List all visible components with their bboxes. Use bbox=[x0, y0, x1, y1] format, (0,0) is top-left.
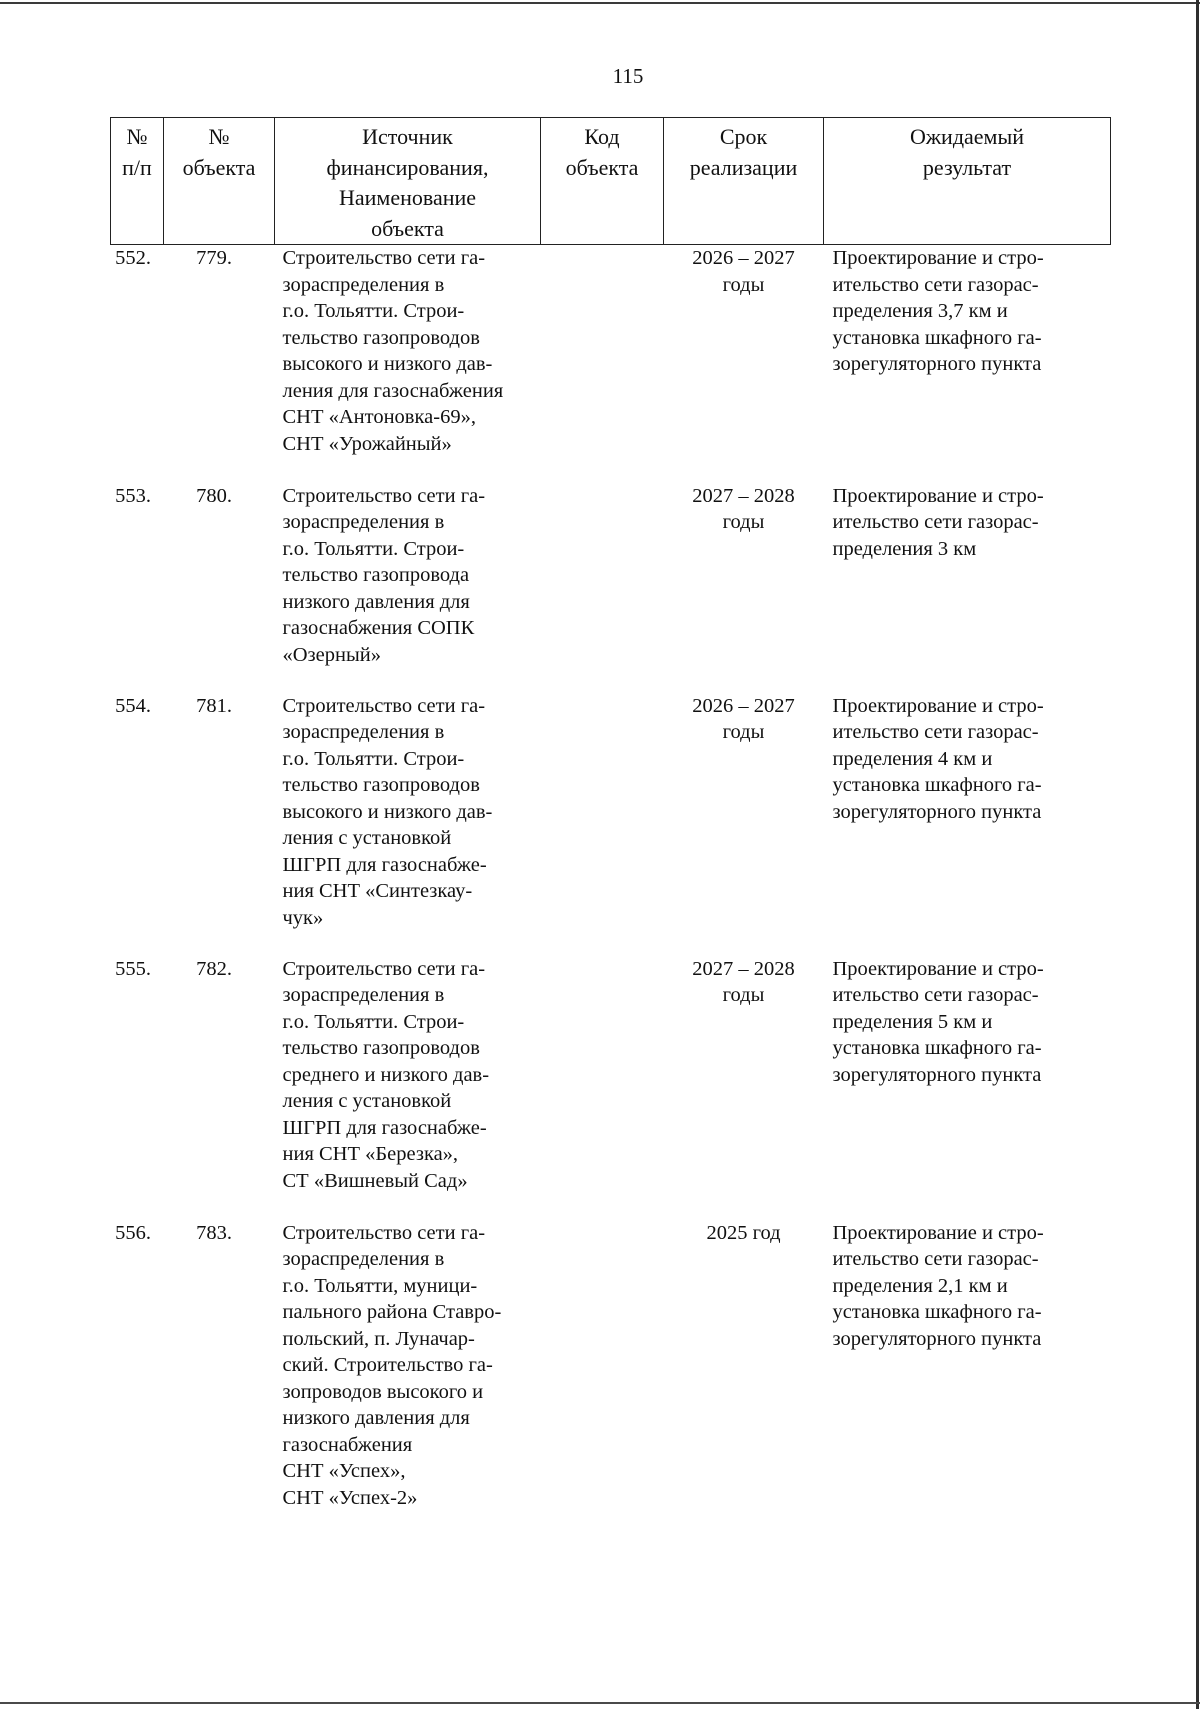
text-line: 2026 – 2027 bbox=[692, 694, 795, 717]
expected-result bbox=[824, 956, 1111, 1220]
text-line: ния СНТ «Синтезкау- bbox=[282, 880, 473, 902]
text-line: пределения 3 км bbox=[832, 537, 977, 560]
page-number: 115 bbox=[612, 64, 644, 88]
text-line: ительство сети газорас- bbox=[832, 273, 1039, 296]
text-line: ния СНТ «Березка», bbox=[282, 1143, 459, 1165]
text-line: ский. Строительство га- bbox=[282, 1354, 493, 1376]
header-period bbox=[664, 118, 824, 245]
text-line: тельство газопроводов bbox=[282, 1037, 480, 1059]
text-line: зопроводов высокого и bbox=[282, 1380, 484, 1403]
text-line: годы bbox=[722, 511, 765, 533]
header-object-code bbox=[541, 118, 664, 245]
header-num bbox=[111, 118, 164, 245]
implementation-period bbox=[664, 956, 824, 1220]
text-line: 2025 год bbox=[706, 1221, 781, 1244]
text-line: Срок bbox=[719, 124, 768, 149]
table-row bbox=[111, 245, 1111, 483]
expected-result bbox=[824, 245, 1111, 483]
object-name bbox=[275, 693, 541, 956]
object-code bbox=[541, 956, 664, 1220]
text-line: установка шкафного га- bbox=[832, 774, 1042, 796]
text-line: газоснабжения СОПК bbox=[282, 617, 475, 639]
object-number: 781. bbox=[196, 694, 232, 717]
text-line: Проектирование и стро- bbox=[832, 1221, 1044, 1244]
text-line: СНТ «Успех», bbox=[282, 1460, 406, 1482]
object-name bbox=[275, 956, 541, 1220]
text-line: среднего и низкого дав- bbox=[282, 1063, 490, 1086]
expected-result bbox=[824, 1220, 1111, 1520]
table-row bbox=[111, 956, 1111, 1220]
header-funding-source bbox=[275, 118, 541, 245]
text-line: годы bbox=[722, 984, 765, 1006]
text-line: зорегуляторного пункта bbox=[832, 1327, 1042, 1350]
implementation-period bbox=[664, 1220, 824, 1520]
object-name bbox=[275, 1220, 541, 1520]
text-line: объекта bbox=[371, 215, 444, 241]
text-line: 2027 – 2028 bbox=[692, 484, 795, 507]
text-line: тельство газопровода bbox=[282, 564, 470, 586]
text-line: объекта bbox=[182, 154, 256, 180]
scan-edge-bottom bbox=[0, 1702, 1200, 1704]
text-line: годы bbox=[722, 273, 765, 296]
text-line: Строительство сети га- bbox=[282, 1221, 486, 1244]
expected-result bbox=[824, 483, 1111, 693]
text-line: низкого давления для bbox=[282, 590, 470, 613]
text-line: установка шкафного га- bbox=[832, 1037, 1042, 1059]
text-line: пределения 5 км и bbox=[832, 1010, 993, 1033]
text-line: ления для газоснабжения bbox=[282, 379, 504, 402]
text-line: пределения 2,1 км и bbox=[832, 1274, 1008, 1297]
text-line: Наименование bbox=[338, 185, 477, 210]
header-object-number bbox=[164, 118, 275, 245]
text-line: пределения 4 км и bbox=[832, 747, 993, 770]
text-line: высокого и низкого дав- bbox=[282, 800, 493, 823]
text-line: установка шкафного га- bbox=[832, 1301, 1042, 1323]
projects-table bbox=[110, 117, 1111, 1520]
text-line: тельство газопроводов bbox=[282, 774, 480, 796]
text-line: чук» bbox=[282, 906, 324, 929]
text-line: г.о. Тольятти. Строи- bbox=[282, 537, 465, 560]
text-line: Ожидаемый bbox=[909, 124, 1025, 149]
text-line: установка шкафного га- bbox=[832, 326, 1042, 349]
text-line: СНТ «Урожайный» bbox=[282, 432, 452, 455]
text-line: п/п bbox=[122, 154, 152, 180]
text-line: пального района Ставро- bbox=[282, 1301, 502, 1323]
text-line: ШГРП для газоснабже- bbox=[282, 853, 487, 876]
table-row bbox=[111, 693, 1111, 956]
text-line: г.о. Тольятти. Строи- bbox=[282, 300, 465, 322]
object-number: 783. bbox=[196, 1221, 232, 1244]
table-header-row bbox=[111, 118, 1111, 245]
object-code bbox=[541, 245, 664, 483]
text-line: результат bbox=[922, 154, 1012, 180]
row-number: 556. bbox=[115, 1221, 151, 1244]
text-line: «Озерный» bbox=[282, 643, 381, 666]
text-line: зораспределения в bbox=[282, 1248, 445, 1270]
text-line: финансирования, bbox=[326, 154, 489, 180]
text-line: Строительство сети га- bbox=[282, 484, 486, 507]
text-line: Код bbox=[584, 124, 620, 149]
text-line: зораспределения в bbox=[282, 984, 445, 1006]
expected-result bbox=[824, 693, 1111, 956]
text-line: объекта bbox=[565, 154, 639, 180]
object-code bbox=[541, 693, 664, 956]
row-number: 554. bbox=[115, 694, 151, 717]
text-line: ительство сети газорас- bbox=[832, 511, 1039, 533]
object-code bbox=[541, 483, 664, 693]
row-number: 553. bbox=[115, 484, 151, 507]
text-line: Проектирование и стро- bbox=[832, 484, 1044, 507]
text-line: высокого и низкого дав- bbox=[282, 353, 493, 375]
text-line: Проектирование и стро- bbox=[832, 247, 1044, 269]
text-line: ительство сети газорас- bbox=[832, 721, 1039, 743]
table-row bbox=[111, 483, 1111, 693]
implementation-period bbox=[664, 245, 824, 483]
object-name bbox=[275, 483, 541, 693]
implementation-period bbox=[664, 483, 824, 693]
text-line: Строительство сети га- bbox=[282, 247, 486, 269]
table-row bbox=[111, 1220, 1111, 1520]
implementation-period bbox=[664, 693, 824, 956]
text-line: зораспределения в bbox=[282, 721, 445, 743]
object-number: 779. bbox=[196, 247, 232, 269]
text-line: Проектирование и стро- bbox=[832, 957, 1044, 980]
scan-edge-top bbox=[0, 2, 1200, 4]
text-line: тельство газопроводов bbox=[282, 326, 480, 349]
text-line: Строительство сети га- bbox=[282, 694, 486, 717]
text-line: зораспределения в bbox=[282, 273, 445, 296]
object-code bbox=[541, 1220, 664, 1520]
text-line: пределения 3,7 км и bbox=[832, 300, 1008, 322]
text-line: 2027 – 2028 bbox=[692, 957, 795, 980]
text-line: № bbox=[126, 124, 148, 149]
header-expected-result bbox=[824, 118, 1111, 245]
text-line: зорегуляторного пункта bbox=[832, 800, 1042, 823]
text-line: г.о. Тольятти. Строи- bbox=[282, 1010, 465, 1033]
row-number: 552. bbox=[115, 247, 151, 269]
text-line: Строительство сети га- bbox=[282, 957, 486, 980]
text-line: г.о. Тольятти. Строи- bbox=[282, 747, 465, 770]
row-number: 555. bbox=[115, 957, 151, 980]
text-line: зорегуляторного пункта bbox=[832, 353, 1042, 375]
object-name bbox=[275, 245, 541, 483]
text-line: Источник bbox=[362, 124, 453, 149]
text-line: № bbox=[208, 124, 230, 149]
scan-edge-right bbox=[1196, 0, 1199, 1709]
object-number: 782. bbox=[196, 957, 232, 980]
text-line: г.о. Тольятти, муници- bbox=[282, 1274, 478, 1297]
text-line: Проектирование и стро- bbox=[832, 694, 1044, 717]
text-line: ШГРП для газоснабже- bbox=[282, 1116, 487, 1139]
text-line: ительство сети газорас- bbox=[832, 1248, 1039, 1270]
text-line: зораспределения в bbox=[282, 511, 445, 533]
text-line: СТ «Вишневый Сад» bbox=[282, 1169, 468, 1192]
text-line: ления с установкой bbox=[282, 827, 452, 849]
text-line: ления с установкой bbox=[282, 1090, 452, 1112]
text-line: годы bbox=[722, 721, 765, 743]
text-line: 2026 – 2027 bbox=[692, 247, 795, 269]
text-line: ительство сети газорас- bbox=[832, 984, 1039, 1006]
text-line: польский, п. Луначар- bbox=[282, 1327, 475, 1350]
text-line: реализации bbox=[689, 154, 798, 180]
object-number: 780. bbox=[196, 484, 232, 507]
text-line: газоснабжения bbox=[282, 1433, 413, 1456]
text-line: низкого давления для bbox=[282, 1407, 470, 1429]
text-line: зорегуляторного пункта bbox=[832, 1063, 1042, 1086]
text-line: СНТ «Успех-2» bbox=[282, 1486, 418, 1509]
text-line: СНТ «Антоновка-69», bbox=[282, 406, 476, 428]
